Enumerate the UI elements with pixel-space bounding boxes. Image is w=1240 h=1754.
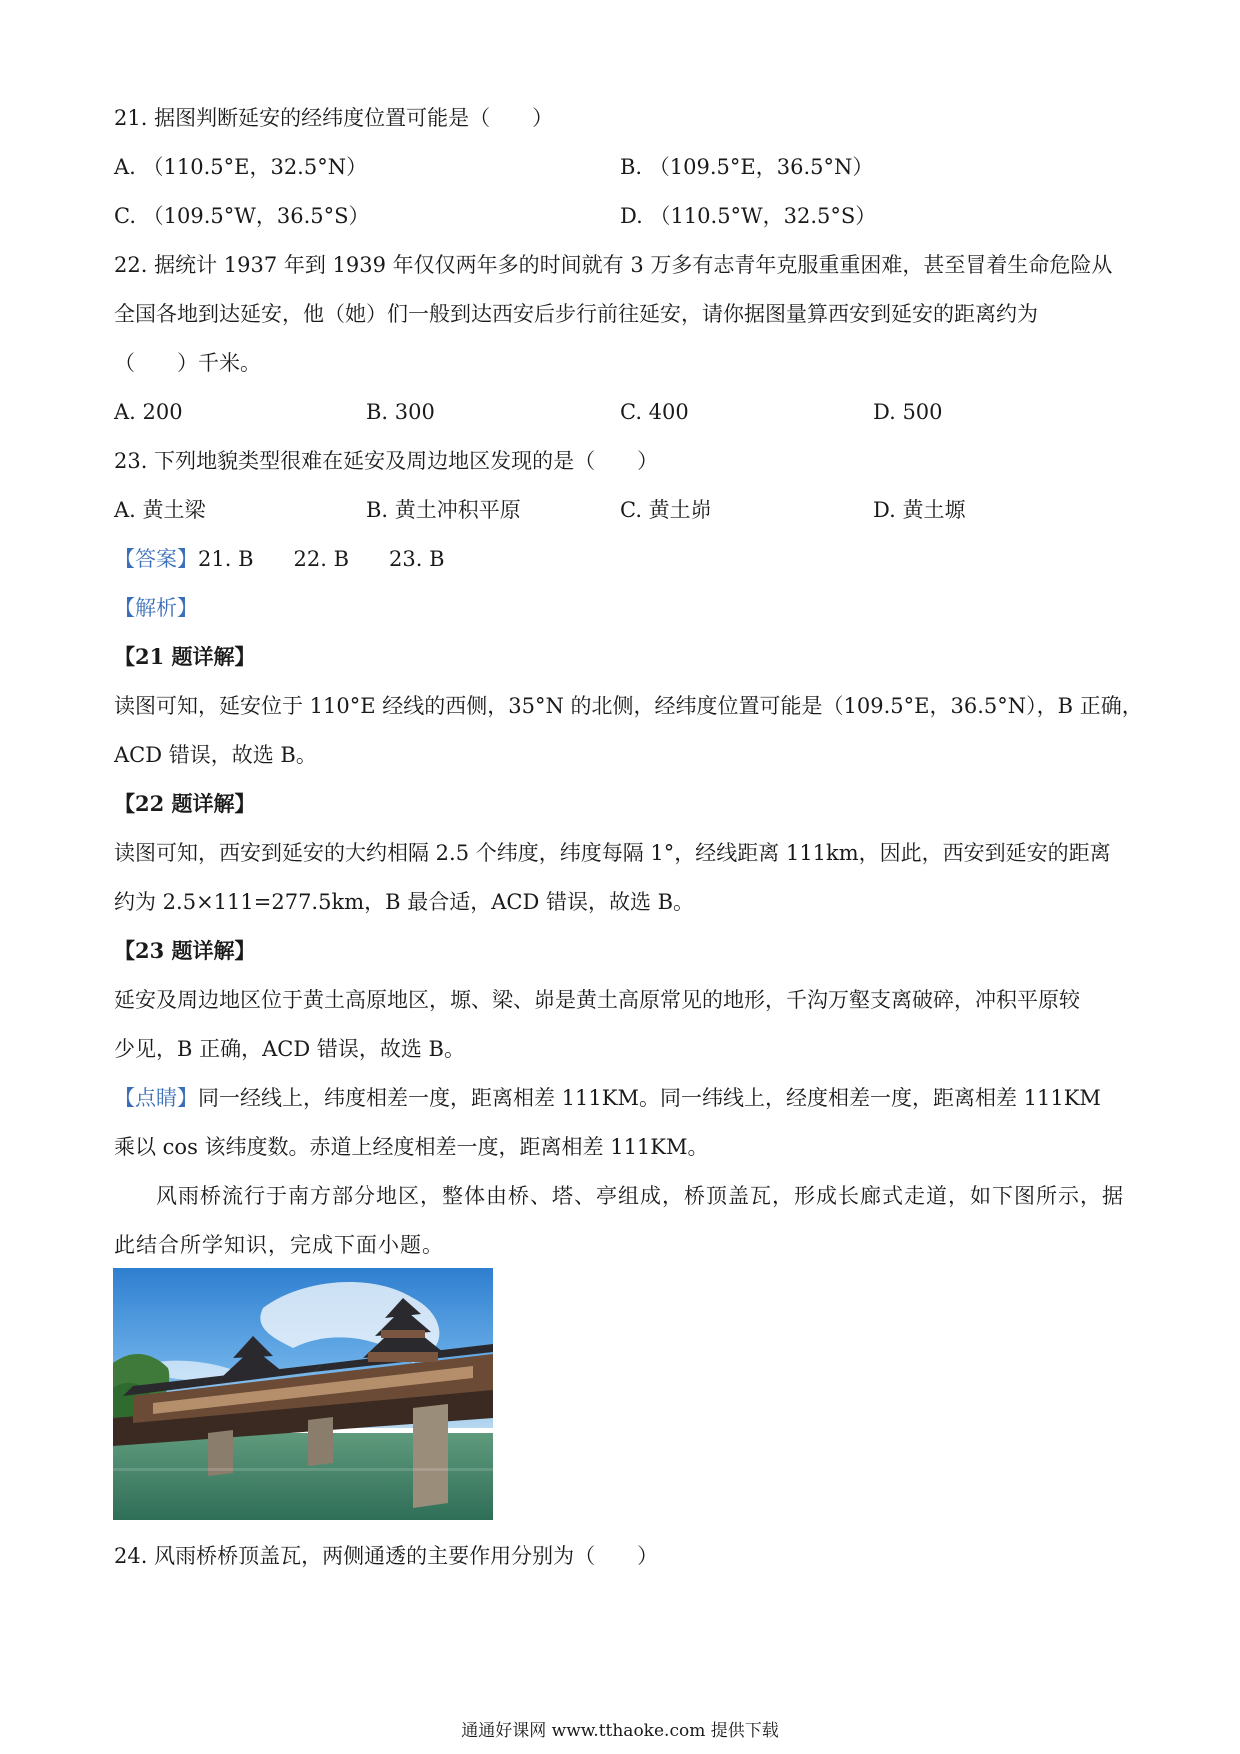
q21-stem: 21. 据图判断延安的经纬度位置可能是（ ） [114,106,554,130]
intro-line2: 此结合所学知识，完成下面小题。 [114,1233,444,1257]
q22-option-d: D. 500 [873,400,943,424]
q22-option-c: C. 400 [620,400,689,424]
wind-rain-bridge-photo [113,1268,493,1520]
answer-item: 21. B [198,547,254,571]
tip-line1 [114,1084,1124,1112]
intro-line1: 风雨桥流行于南方部分地区，整体由桥、塔、亭组成，桥顶盖瓦，形成长廊式走道，如下图所示，据 [156,1184,1124,1208]
bridge-illustration [113,1268,493,1520]
q21-option-d: D. （110.5°W，32.5°S） [620,204,877,228]
q22-option-b: B. 300 [366,400,435,424]
footer-watermark: 通通好课网 www.tthaoke.com 提供下载 [461,1721,779,1741]
answer-item: 23. B [389,547,445,571]
q22-option-a: A. 200 [114,400,183,424]
q22-stem-line2: 全国各地到达延安，他（她）们一般到达西安后步行前往延安，请你据图量算西安到延安的距离约为 [114,302,1038,326]
q23-option-a: A. 黄土梁 [114,498,206,522]
detail21-line2: ACD 错误，故选 B。 [114,743,317,767]
tip-text: 同一经线上，纬度相差一度，距离相差 111KM。同一纬线上，经度相差一度，距离相差 111KM [198,1086,1101,1110]
tip-label: 【点睛】 [114,1086,198,1110]
answer-item: 22. B [293,547,350,571]
detail22-line1: 读图可知，西安到延安的大约相隔 2.5 个纬度，纬度每隔 1°，经线距离 111km，因此，西安到延安的距离 [114,841,1111,865]
q21-option-c: C. （109.5°W，36.5°S） [114,204,370,228]
q23-stem: 23. 下列地貌类型很难在延安及周边地区发现的是（ ） [114,449,659,473]
detail21-line1: 读图可知，延安位于 110°E 经线的西侧，35°N 的北侧，经纬度位置可能是（109.5°E，36.5°N），B 正确， [114,694,1143,718]
q24-stem: 24. 风雨桥桥顶盖瓦，两侧通透的主要作用分别为（ ） [114,1544,659,1568]
q22-stem-line3: （ ）千米。 [114,351,261,375]
detail23-title: 【23 题详解】 [114,938,256,963]
detail23-line2: 少见，B 正确，ACD 错误，故选 B。 [114,1037,465,1061]
detail22-line2: 约为 2.5×111=277.5km，B 最合适，ACD 错误，故选 B。 [114,890,695,914]
q21-option-b: B. （109.5°E，36.5°N） [620,155,874,179]
detail22-title: 【22 题详解】 [114,791,256,816]
tip-line2: 乘以 cos 该纬度数。赤道上经度相差一度，距离相差 111KM。 [114,1135,709,1159]
q22-stem-line1: 22. 据统计 1937 年到 1939 年仅仅两年多的时间就有 3 万多有志青年克服重重困难，甚至冒着生命危险从 [114,253,1113,277]
q23-option-c: C. 黄土峁 [620,498,712,522]
answer-label: 【答案】 [114,547,198,571]
answer-row [114,545,445,573]
detail23-line1: 延安及周边地区位于黄土高原地区，塬、梁、峁是黄土高原常见的地形，千沟万壑支离破碎，冲积平原较 [114,988,1080,1012]
q21-option-a: A. （110.5°E，32.5°N） [114,155,368,179]
analysis-label: 【解析】 [114,596,198,620]
q23-option-d: D. 黄土塬 [873,498,966,522]
detail21-title: 【21 题详解】 [114,644,256,669]
q23-option-b: B. 黄土冲积平原 [366,498,521,522]
